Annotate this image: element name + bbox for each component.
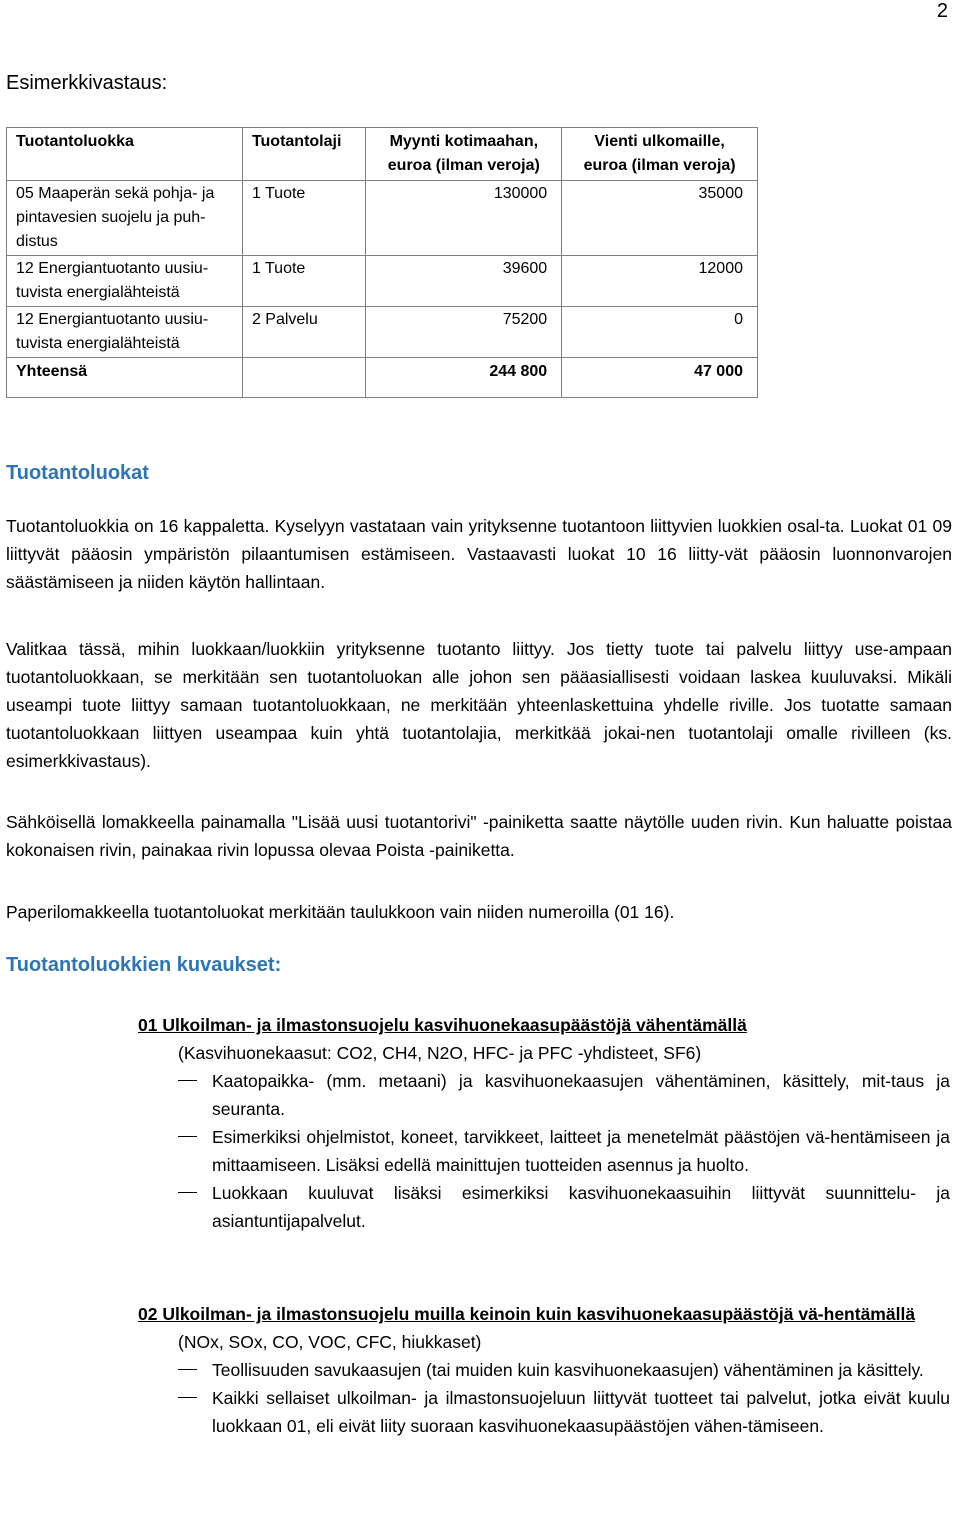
paragraph-class-count: Tuotantoluokkia on 16 kappaletta. Kyselyyn vastataan vain yrityksenne tuotantoon liittyvien luokkien osal-ta. Luokat 01 09 liittyvät pääosin ympäristön pilaantumisen estämiseen. Vastaavasti luokat 10 16 liitty-vät pääosin luonnonvarojen säästämiseen ja niiden käytön hallintaan. <box>6 516 952 592</box>
dash-bullet-icon <box>178 1369 197 1370</box>
table-row <box>7 307 758 358</box>
cell-production-type: 2 Palvelu <box>242 307 365 358</box>
example-answer-table <box>6 127 758 398</box>
heading-class-descriptions: Tuotantoluokkien kuvaukset: <box>6 954 282 976</box>
paragraph-selection-instructions: Valitkaa tässä, mihin luokkaan/luokkiin yrityksenne tuotanto liittyy. Jos tietty tuote tai palvelu liittyy use-ampaan tuotantoluokkaan, se merkitään sen tuotantoluokan alle johon sen pääasiallisesti voidaan laskea kuuluvaksi. Mikäli useampi tuote liittyy samaan tuotantoluokkaan, ne merkitään yhteenlaskettuina yhdelle riville. Jos tuotatte samaan tuotantoluokkaan liittyen useampaa kuin yhtä tuotantolajia, merkitkää jokai-nen tuotantolaji omalle rivilleen (ks. esimerkkivastaus). <box>6 639 952 771</box>
heading-production-classes: Tuotantoluokat <box>6 462 149 484</box>
cell-total-export: 47 000 <box>562 358 758 398</box>
header-production-class: Tuotantoluokka <box>7 128 243 181</box>
list-item: Kaatopaikka- (mm. metaani) ja kasvihuonekaasujen vähentäminen, käsittely, mit-taus ja seuranta. <box>212 1067 950 1123</box>
list-item: Esimerkiksi ohjelmistot, koneet, tarvikkeet, laitteet ja menetelmät päästöjen vä-hentämiseen ja mittaamiseen. Lisäksi edellä mainittujen tuotteiden asennus ja huolto. <box>212 1123 950 1179</box>
class-01-gases: (Kasvihuonekaasut: CO2, CH4, N2O, HFC- ja PFC -yhdisteet, SF6) <box>178 1043 702 1063</box>
dash-bullet-icon <box>178 1397 197 1398</box>
paragraph-electronic-form: Sähköisellä lomakkeella painamalla "Lisää uusi tuotantorivi" -painiketta saatte näytölle uuden rivin. Kun haluatte poistaa kokonaisen rivin, painakaa rivin lopussa olevaa Poista -painiketta. <box>6 812 952 860</box>
example-answer-label: Esimerkkivastaus: <box>6 72 168 94</box>
class-01-list <box>138 1067 950 1235</box>
list-item: Teollisuuden savukaasujen (tai muiden kuin kasvihuonekaasujen) vähentäminen ja käsittely. <box>212 1356 950 1384</box>
cell-total-label: Yhteensä <box>7 358 243 398</box>
cell-production-class: 12 Energiantuotanto uusiu- tuvista energialähteistä <box>7 256 243 307</box>
class-02-list <box>138 1356 950 1440</box>
cell-production-class: 05 Maaperän sekä pohja- ja pintavesien suojelu ja puh- distus <box>7 181 243 256</box>
class-01-section <box>138 1011 950 1235</box>
cell-production-type: 1 Tuote <box>242 256 365 307</box>
list-item: Luokkaan kuuluvat lisäksi esimerkiksi kasvihuonekaasuihin liittyvät suunnittelu- ja asiantuntijapalvelut. <box>212 1179 950 1235</box>
table-row <box>7 181 758 256</box>
cell-production-type: 1 Tuote <box>242 181 365 256</box>
class-02-section <box>138 1300 950 1440</box>
cell-export-sales: 12000 <box>562 256 758 307</box>
dash-bullet-icon <box>178 1192 197 1193</box>
class-02-title: 02 Ulkoilman- ja ilmastonsuojelu muilla keinoin kuin kasvihuonekaasupäästöjä vä-hentämällä <box>138 1304 916 1324</box>
list-item: Kaikki sellaiset ulkoilman- ja ilmastonsuojeluun liittyvät tuotteet tai palvelut, jotka eivät kuulu luokkaan 01, eli eivät liity suoraan kasvihuonekaasupäästöjen vähen-tämiseen. <box>212 1384 950 1440</box>
cell-total-domestic: 244 800 <box>366 358 562 398</box>
cell-export-sales: 0 <box>562 307 758 358</box>
class-02-gases: (NOx, SOx, CO, VOC, CFC, hiukkaset) <box>178 1332 482 1352</box>
cell-domestic-sales: 130000 <box>366 181 562 256</box>
header-export-sales: Vienti ulkomaille, euroa (ilman veroja) <box>562 128 758 181</box>
cell-domestic-sales: 39600 <box>366 256 562 307</box>
cell-export-sales: 35000 <box>562 181 758 256</box>
paragraph-paper-form: Paperilomakkeella tuotantoluokat merkitään taulukkoon vain niiden numeroilla (01 16). <box>6 902 675 922</box>
table-header-row <box>7 128 758 181</box>
table-row <box>7 256 758 307</box>
page-number: 2 <box>936 0 948 22</box>
header-production-type: Tuotantolaji <box>242 128 365 181</box>
dash-bullet-icon <box>178 1080 197 1081</box>
table-total-row <box>7 358 758 398</box>
dash-bullet-icon <box>178 1136 197 1137</box>
cell-empty <box>242 358 365 398</box>
cell-domestic-sales: 75200 <box>366 307 562 358</box>
header-domestic-sales: Myynti kotimaahan, euroa (ilman veroja) <box>366 128 562 181</box>
class-01-title: 01 Ulkoilman- ja ilmastonsuojelu kasvihuonekaasupäästöjä vähentämällä <box>138 1015 747 1035</box>
cell-production-class: 12 Energiantuotanto uusiu- tuvista energialähteistä <box>7 307 243 358</box>
